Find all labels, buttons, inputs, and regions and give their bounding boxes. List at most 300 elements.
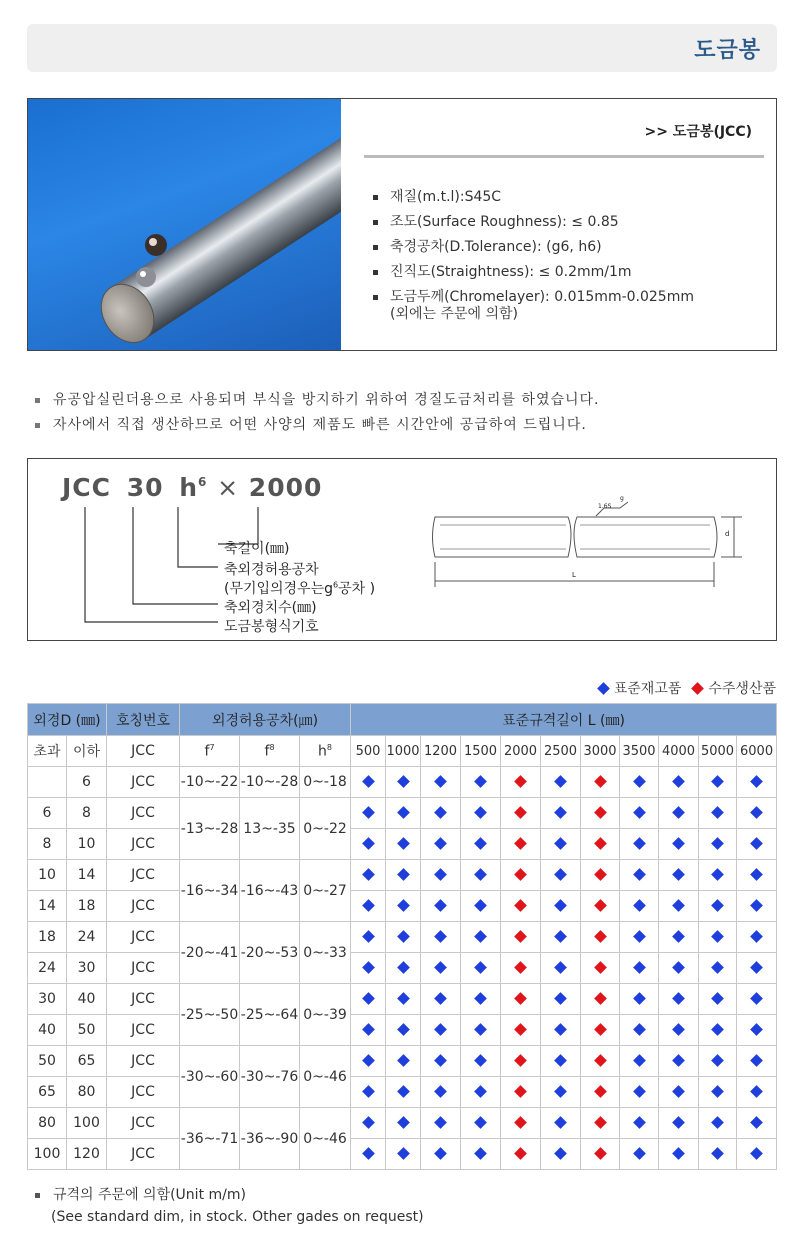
stock-diamond-icon	[672, 806, 685, 819]
stock-diamond-icon	[711, 837, 724, 850]
stock-diamond-icon	[633, 961, 646, 974]
cell-availability	[581, 1046, 620, 1077]
th-length-6000: 6000	[737, 736, 777, 767]
cell-availability	[461, 1015, 501, 1046]
cell-availability	[659, 798, 699, 829]
stock-diamond-icon	[434, 992, 447, 1005]
cell-availability	[541, 922, 581, 953]
cell-availability	[461, 829, 501, 860]
drawing-roughness: 1.6S	[598, 503, 612, 510]
cell-availability	[659, 1139, 699, 1170]
cell-availability	[541, 1108, 581, 1139]
stock-diamond-icon	[750, 899, 763, 912]
cell-availability	[351, 1139, 386, 1170]
order-diamond-icon	[514, 961, 527, 974]
cell-availability	[659, 891, 699, 922]
cell-availability	[699, 1077, 737, 1108]
cell-f8: 13~-35	[240, 798, 300, 860]
stock-diamond-icon	[474, 1023, 487, 1036]
cell-over: 65	[28, 1077, 67, 1108]
cell-availability	[541, 829, 581, 860]
cell-availability	[620, 1077, 659, 1108]
order-diamond-icon	[594, 992, 607, 1005]
legend	[599, 678, 776, 698]
cell-availability	[386, 767, 421, 798]
stock-diamond-icon	[750, 775, 763, 788]
stock-diamond-icon	[750, 1085, 763, 1098]
th-outer-dia: 외경D (㎜)	[28, 704, 107, 736]
cell-under: 40	[67, 984, 107, 1015]
drawing-g: g	[620, 495, 624, 502]
cell-availability	[737, 1139, 777, 1170]
th-under: 이하	[67, 736, 107, 767]
cell-under: 18	[67, 891, 107, 922]
cell-availability	[699, 922, 737, 953]
cell-availability	[501, 1077, 541, 1108]
order-diamond-icon	[514, 806, 527, 819]
cell-availability	[386, 860, 421, 891]
spec-heading: >> 도금봉(JCC)	[644, 124, 752, 140]
stock-diamond-icon	[750, 992, 763, 1005]
cell-availability	[461, 953, 501, 984]
stock-diamond-icon	[434, 806, 447, 819]
spec-box	[27, 98, 777, 351]
rod-drawing	[433, 502, 743, 587]
cell-availability	[620, 767, 659, 798]
cell-availability	[581, 1077, 620, 1108]
stock-diamond-icon	[750, 1116, 763, 1129]
cell-availability	[620, 1139, 659, 1170]
rod-photo	[28, 99, 341, 350]
stock-diamond-icon	[397, 806, 410, 819]
stock-diamond-icon	[554, 1116, 567, 1129]
rod-illustration	[28, 99, 341, 350]
stock-diamond-icon	[397, 930, 410, 943]
title-bar	[27, 24, 777, 72]
stock-diamond-icon	[362, 806, 375, 819]
stock-diamond-icon	[633, 1147, 646, 1160]
cell-availability	[699, 798, 737, 829]
cell-availability	[699, 1015, 737, 1046]
cell-availability	[541, 984, 581, 1015]
cell-availability	[737, 1108, 777, 1139]
cell-jcc: JCC	[107, 1015, 180, 1046]
stock-diamond-icon	[362, 775, 375, 788]
th-lengths: 표준규격길이 L (㎜)	[351, 704, 777, 736]
label-length: 축길이(㎜)	[224, 541, 290, 557]
stock-diamond-icon	[397, 1085, 410, 1098]
cell-availability	[581, 860, 620, 891]
spec-item-material: 재질(m.t.l):S45C	[370, 185, 694, 210]
cell-availability	[386, 953, 421, 984]
cell-availability	[351, 798, 386, 829]
cell-jcc: JCC	[107, 829, 180, 860]
cell-availability	[421, 1046, 461, 1077]
legend-order-icon	[692, 682, 705, 695]
cell-availability	[541, 1077, 581, 1108]
stock-diamond-icon	[554, 961, 567, 974]
stock-diamond-icon	[672, 1054, 685, 1067]
cell-availability	[659, 1108, 699, 1139]
cell-availability	[659, 767, 699, 798]
legend-stock-label: 표준재고품	[613, 681, 682, 697]
cell-availability	[461, 1077, 501, 1108]
code-series: JCC	[62, 473, 111, 502]
cell-availability	[620, 1015, 659, 1046]
stock-diamond-icon	[672, 837, 685, 850]
stock-diamond-icon	[362, 961, 375, 974]
stock-diamond-icon	[711, 899, 724, 912]
stock-diamond-icon	[362, 1116, 375, 1129]
label-tolerance-note-sup: 6	[333, 580, 339, 590]
stock-diamond-icon	[397, 1116, 410, 1129]
cell-availability	[737, 767, 777, 798]
code-times: ×	[217, 473, 240, 502]
cell-under: 6	[67, 767, 107, 798]
th-h8-letter: h	[318, 743, 327, 760]
order-diamond-icon	[594, 837, 607, 850]
cell-jcc: JCC	[107, 1108, 180, 1139]
cell-availability	[501, 922, 541, 953]
cell-availability	[351, 984, 386, 1015]
cell-availability	[461, 1139, 501, 1170]
stock-diamond-icon	[672, 961, 685, 974]
cell-availability	[581, 829, 620, 860]
cell-availability	[421, 891, 461, 922]
spec-sub-note: (외에는 주문에 의함)	[390, 306, 519, 322]
th-name: 호칭번호	[107, 704, 180, 736]
stock-diamond-icon	[633, 1116, 646, 1129]
stock-diamond-icon	[672, 1023, 685, 1036]
cell-over: 30	[28, 984, 67, 1015]
stock-diamond-icon	[397, 1054, 410, 1067]
cell-availability	[461, 798, 501, 829]
stock-diamond-icon	[711, 806, 724, 819]
label-diameter: 축외경치수(㎜)	[224, 600, 317, 616]
cell-h8: 0~-46	[300, 1046, 351, 1108]
cell-availability	[659, 953, 699, 984]
th-length-4000: 4000	[659, 736, 699, 767]
stock-diamond-icon	[474, 868, 487, 881]
order-diamond-icon	[514, 1116, 527, 1129]
cell-availability	[541, 891, 581, 922]
stock-diamond-icon	[711, 1054, 724, 1067]
footnote-line1: 규격의 주문에 의함(Unit m/m)	[33, 1184, 424, 1206]
order-diamond-icon	[514, 930, 527, 943]
table-row	[28, 1077, 777, 1108]
cell-f7: -25~-50	[180, 984, 240, 1046]
cell-availability	[501, 1108, 541, 1139]
stock-diamond-icon	[633, 1023, 646, 1036]
stock-diamond-icon	[474, 806, 487, 819]
cell-availability	[541, 860, 581, 891]
th-f8-grade: 8	[269, 742, 275, 752]
stock-diamond-icon	[750, 868, 763, 881]
stock-diamond-icon	[434, 868, 447, 881]
cell-availability	[541, 798, 581, 829]
stock-diamond-icon	[474, 1116, 487, 1129]
cell-availability	[461, 1046, 501, 1077]
order-diamond-icon	[514, 837, 527, 850]
stock-diamond-icon	[633, 930, 646, 943]
stock-diamond-icon	[362, 992, 375, 1005]
th-over: 초과	[28, 736, 67, 767]
cell-availability	[659, 1046, 699, 1077]
th-f7	[180, 736, 240, 767]
cell-availability	[421, 1139, 461, 1170]
cell-under: 10	[67, 829, 107, 860]
cell-availability	[541, 953, 581, 984]
cell-availability	[461, 860, 501, 891]
stock-diamond-icon	[672, 930, 685, 943]
cell-availability	[386, 1046, 421, 1077]
cell-availability	[421, 829, 461, 860]
stock-diamond-icon	[434, 961, 447, 974]
spec-list	[370, 185, 694, 310]
stock-diamond-icon	[554, 992, 567, 1005]
legend-stock-icon	[597, 682, 610, 695]
cell-availability	[421, 1077, 461, 1108]
cell-f8: -16~-43	[240, 860, 300, 922]
cell-f7: -10~-22	[180, 767, 240, 798]
cell-availability	[386, 1108, 421, 1139]
stock-diamond-icon	[474, 1054, 487, 1067]
cell-over: 10	[28, 860, 67, 891]
cell-availability	[699, 860, 737, 891]
cell-jcc: JCC	[107, 1139, 180, 1170]
th-f8	[240, 736, 300, 767]
cell-availability	[620, 1108, 659, 1139]
order-diamond-icon	[594, 806, 607, 819]
stock-diamond-icon	[554, 1147, 567, 1160]
table-row	[28, 953, 777, 984]
cell-availability	[461, 767, 501, 798]
stock-diamond-icon	[397, 1147, 410, 1160]
cell-availability	[421, 953, 461, 984]
cell-over: 6	[28, 798, 67, 829]
cell-availability	[581, 953, 620, 984]
cell-availability	[421, 1015, 461, 1046]
cell-availability	[501, 767, 541, 798]
cell-availability	[699, 1046, 737, 1077]
stock-diamond-icon	[434, 1116, 447, 1129]
th-length-5000: 5000	[699, 736, 737, 767]
order-diamond-icon	[514, 992, 527, 1005]
stock-diamond-icon	[633, 837, 646, 850]
cell-h8: 0~-27	[300, 860, 351, 922]
cell-over: 40	[28, 1015, 67, 1046]
cell-h8: 0~-22	[300, 798, 351, 860]
spec-item-chromelayer: 도금두께(Chromelayer): 0.015mm-0.025mm	[370, 285, 694, 310]
stock-diamond-icon	[397, 1023, 410, 1036]
stock-diamond-icon	[672, 992, 685, 1005]
cell-availability	[620, 953, 659, 984]
stock-diamond-icon	[750, 1147, 763, 1160]
notes-list	[33, 388, 600, 438]
th-f8-letter: f	[264, 743, 270, 760]
cell-jcc: JCC	[107, 1046, 180, 1077]
cell-over: 18	[28, 922, 67, 953]
cell-availability	[541, 767, 581, 798]
stock-diamond-icon	[474, 992, 487, 1005]
cell-f8: -30~-76	[240, 1046, 300, 1108]
cell-over: 14	[28, 891, 67, 922]
cell-h8: 0~-46	[300, 1108, 351, 1170]
cell-under: 65	[67, 1046, 107, 1077]
cell-over	[28, 767, 67, 798]
cell-availability	[386, 922, 421, 953]
cell-over: 24	[28, 953, 67, 984]
note-item: 자사에서 직접 생산하므로 어떤 사양의 제품도 빠른 시간안에 공급하여 드립니다.	[33, 413, 600, 438]
cell-jcc: JCC	[107, 922, 180, 953]
cell-under: 30	[67, 953, 107, 984]
stock-diamond-icon	[633, 806, 646, 819]
stock-diamond-icon	[633, 1085, 646, 1098]
stock-diamond-icon	[672, 775, 685, 788]
cell-availability	[386, 1077, 421, 1108]
stock-diamond-icon	[362, 1023, 375, 1036]
th-f7-grade: 7	[209, 742, 215, 752]
table-row	[28, 891, 777, 922]
label-tolerance: 축외경허용공차	[224, 562, 319, 578]
stock-diamond-icon	[554, 775, 567, 788]
stock-diamond-icon	[633, 1054, 646, 1067]
cell-availability	[501, 798, 541, 829]
cell-availability	[581, 798, 620, 829]
stock-diamond-icon	[750, 930, 763, 943]
cell-availability	[501, 829, 541, 860]
order-diamond-icon	[594, 899, 607, 912]
table-row	[28, 829, 777, 860]
cell-availability	[501, 860, 541, 891]
stock-diamond-icon	[554, 1085, 567, 1098]
label-tolerance-note-post: 공차 )	[338, 581, 376, 597]
cell-availability	[386, 798, 421, 829]
stock-diamond-icon	[397, 775, 410, 788]
cell-availability	[421, 922, 461, 953]
cell-f8: -10~-28	[240, 767, 300, 798]
cell-availability	[659, 1015, 699, 1046]
cell-availability	[620, 1046, 659, 1077]
cell-jcc: JCC	[107, 984, 180, 1015]
stock-diamond-icon	[554, 930, 567, 943]
order-diamond-icon	[594, 1023, 607, 1036]
cell-availability	[351, 1046, 386, 1077]
cell-availability	[351, 1108, 386, 1139]
th-h8	[300, 736, 351, 767]
cell-availability	[386, 829, 421, 860]
cell-availability	[737, 1015, 777, 1046]
stock-diamond-icon	[750, 961, 763, 974]
spec-table-body	[28, 767, 777, 1170]
cell-f7: -16~-34	[180, 860, 240, 922]
order-diamond-icon	[514, 1085, 527, 1098]
cell-availability	[461, 922, 501, 953]
stock-diamond-icon	[711, 1085, 724, 1098]
stock-diamond-icon	[633, 899, 646, 912]
cell-availability	[699, 1108, 737, 1139]
label-tolerance-note	[224, 578, 375, 598]
stock-diamond-icon	[711, 992, 724, 1005]
order-diamond-icon	[514, 775, 527, 788]
cell-availability	[699, 829, 737, 860]
page-title: 도금봉	[694, 38, 761, 63]
stock-diamond-icon	[750, 1023, 763, 1036]
cell-availability	[699, 767, 737, 798]
cell-over: 80	[28, 1108, 67, 1139]
order-diamond-icon	[514, 1054, 527, 1067]
cell-availability	[737, 953, 777, 984]
stock-diamond-icon	[474, 961, 487, 974]
footnote	[33, 1184, 424, 1228]
stock-diamond-icon	[434, 837, 447, 850]
cell-availability	[659, 860, 699, 891]
cell-under: 100	[67, 1108, 107, 1139]
code-length: 2000	[248, 473, 323, 502]
table-row	[28, 984, 777, 1015]
cell-jcc: JCC	[107, 891, 180, 922]
th-h8-grade: 8	[326, 742, 332, 752]
stock-diamond-icon	[397, 961, 410, 974]
stock-diamond-icon	[672, 1147, 685, 1160]
spec-table	[27, 703, 777, 1170]
stock-diamond-icon	[434, 775, 447, 788]
stock-diamond-icon	[474, 899, 487, 912]
th-tolerance: 외경허용공차(㎛)	[180, 704, 351, 736]
stock-diamond-icon	[554, 837, 567, 850]
cell-f7: -30~-60	[180, 1046, 240, 1108]
stock-diamond-icon	[633, 868, 646, 881]
order-diamond-icon	[514, 899, 527, 912]
cell-under: 8	[67, 798, 107, 829]
stock-diamond-icon	[633, 992, 646, 1005]
stock-diamond-icon	[434, 899, 447, 912]
stock-diamond-icon	[362, 930, 375, 943]
stock-diamond-icon	[711, 961, 724, 974]
stock-diamond-icon	[434, 930, 447, 943]
cell-availability	[351, 953, 386, 984]
stock-diamond-icon	[362, 899, 375, 912]
stock-diamond-icon	[711, 1147, 724, 1160]
stock-diamond-icon	[554, 868, 567, 881]
cell-h8: 0~-18	[300, 767, 351, 798]
stock-diamond-icon	[711, 775, 724, 788]
stock-diamond-icon	[434, 1085, 447, 1098]
cell-h8: 0~-33	[300, 922, 351, 984]
cell-availability	[351, 829, 386, 860]
th-length-1000: 1000	[386, 736, 421, 767]
cell-availability	[421, 984, 461, 1015]
code-tol-grade: 6	[198, 475, 208, 489]
cell-availability	[461, 891, 501, 922]
th-length-2000: 2000	[501, 736, 541, 767]
cell-availability	[501, 1139, 541, 1170]
cell-availability	[737, 891, 777, 922]
stock-diamond-icon	[711, 868, 724, 881]
cell-availability	[737, 860, 777, 891]
cell-availability	[659, 1077, 699, 1108]
cell-jcc: JCC	[107, 767, 180, 798]
cell-availability	[581, 1139, 620, 1170]
cell-availability	[581, 891, 620, 922]
th-f7-letter: f	[204, 743, 210, 760]
cell-availability	[421, 767, 461, 798]
code-diagram	[27, 458, 777, 641]
cell-availability	[699, 1139, 737, 1170]
cell-availability	[737, 922, 777, 953]
table-row	[28, 1046, 777, 1077]
cell-availability	[737, 798, 777, 829]
